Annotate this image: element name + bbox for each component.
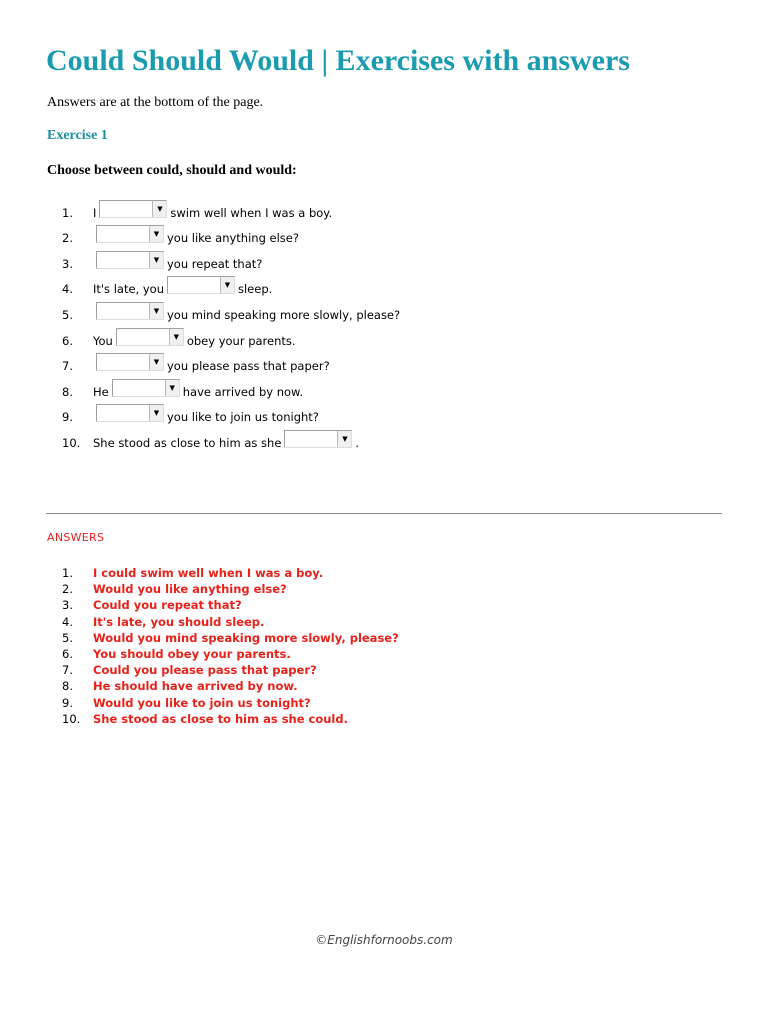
answer-item (62, 597, 399, 613)
answer-item (62, 646, 399, 662)
answer-number: 10. (62, 711, 81, 726)
question-text-after: sleep. (237, 282, 273, 297)
section-divider (46, 513, 722, 514)
answer-item (62, 630, 399, 646)
chevron-down-icon[interactable]: ▼ (152, 201, 166, 217)
answer-list (62, 565, 399, 727)
answer-number: 7. (62, 663, 73, 678)
question-text-after: you like anything else? (167, 231, 299, 246)
answer-item (62, 695, 399, 711)
dropdown-field[interactable] (97, 226, 149, 242)
answer-dropdown[interactable] (116, 328, 184, 346)
question-text-before: He (93, 384, 109, 399)
answer-text: Could you please pass that paper? (93, 663, 317, 678)
page-title: Could Should Would | Exercises with answers (46, 44, 630, 77)
answer-number: 6. (62, 646, 73, 661)
question-number: 1. (62, 205, 73, 220)
chevron-down-icon[interactable]: ▼ (169, 329, 183, 345)
dropdown-field[interactable] (168, 277, 220, 293)
question-text-after: obey your parents. (186, 333, 296, 348)
question-text-after: you like to join us tonight? (167, 410, 319, 425)
question-number: 2. (62, 231, 73, 246)
question-text-before: She stood as close to him as she (93, 435, 282, 450)
chevron-down-icon[interactable]: ▼ (149, 303, 163, 319)
question-item (62, 350, 400, 376)
question-number: 6. (62, 333, 73, 348)
dropdown-field[interactable] (97, 303, 149, 319)
answer-number: 5. (62, 630, 73, 645)
question-item (62, 298, 400, 324)
question-text-after: you mind speaking more slowly, please? (167, 307, 401, 322)
dropdown-field[interactable] (97, 405, 149, 421)
dropdown-field[interactable] (285, 431, 337, 447)
chevron-down-icon[interactable]: ▼ (220, 277, 234, 293)
question-text-before: You (93, 333, 113, 348)
question-text-before: I (93, 205, 97, 220)
question-number: 7. (62, 359, 73, 374)
chevron-down-icon[interactable]: ▼ (149, 252, 163, 268)
dropdown-field[interactable] (97, 354, 149, 370)
answer-dropdown[interactable] (99, 200, 167, 218)
question-item (62, 426, 400, 452)
answer-item (62, 662, 399, 678)
question-list (62, 196, 400, 452)
question-text-after: you repeat that? (167, 256, 263, 271)
question-item (62, 222, 400, 248)
answer-dropdown[interactable] (96, 251, 164, 269)
chevron-down-icon[interactable]: ▼ (165, 380, 179, 396)
chevron-down-icon[interactable]: ▼ (149, 405, 163, 421)
question-number: 5. (62, 307, 73, 322)
answer-number: 8. (62, 679, 73, 694)
question-item (62, 247, 400, 273)
answer-dropdown[interactable] (167, 276, 235, 294)
dropdown-field[interactable] (113, 380, 165, 396)
answer-text: Would you like to join us tonight? (93, 695, 311, 710)
answer-number: 4. (62, 614, 73, 629)
answer-item (62, 565, 399, 581)
answer-dropdown[interactable] (96, 353, 164, 371)
answer-text: It's late, you should sleep. (93, 614, 265, 629)
question-text-after: have arrived by now. (182, 384, 304, 399)
answer-text: Could you repeat that? (93, 598, 242, 613)
answer-item (62, 711, 399, 727)
question-number: 8. (62, 384, 73, 399)
answer-item (62, 614, 399, 630)
answer-text: I could swim well when I was a boy. (93, 566, 324, 580)
answer-dropdown[interactable] (112, 379, 180, 397)
chevron-down-icon[interactable]: ▼ (337, 431, 351, 447)
answer-text: She stood as close to him as she could. (93, 711, 348, 726)
answer-item (62, 678, 399, 694)
answer-text: Would you mind speaking more slowly, please? (93, 630, 399, 645)
answer-number: 3. (62, 598, 73, 613)
question-text-after: swim well when I was a boy. (170, 205, 333, 220)
answer-text: He should have arrived by now. (93, 679, 298, 694)
answer-dropdown[interactable] (96, 225, 164, 243)
answer-dropdown[interactable] (96, 404, 164, 422)
exercise-heading: Exercise 1 (47, 128, 108, 143)
chevron-down-icon[interactable]: ▼ (149, 354, 163, 370)
question-number: 9. (62, 410, 73, 425)
answer-text: Would you like anything else? (93, 582, 287, 597)
question-text-after: . (355, 435, 360, 450)
question-item (62, 273, 400, 299)
question-text-after: you please pass that paper? (167, 359, 330, 374)
answer-dropdown[interactable] (96, 302, 164, 320)
dropdown-field[interactable] (97, 252, 149, 268)
answers-note: Answers are at the bottom of the page. (47, 95, 264, 110)
answer-item (62, 581, 399, 597)
question-item (62, 324, 400, 350)
exercise-instruction: Choose between could, should and would: (47, 163, 297, 178)
answer-number: 9. (62, 695, 73, 710)
answers-heading: ANSWERS (47, 531, 105, 544)
dropdown-field[interactable] (117, 329, 169, 345)
question-text-before: It's late, you (93, 282, 164, 297)
question-number: 4. (62, 282, 73, 297)
question-item (62, 401, 400, 427)
answer-number: 2. (62, 582, 73, 597)
footer-copyright: ©Englishfornoobs.com (315, 933, 453, 947)
answer-dropdown[interactable] (284, 430, 352, 448)
question-number: 3. (62, 256, 73, 271)
answer-number: 1. (62, 566, 73, 580)
question-item (62, 196, 400, 222)
answer-text: You should obey your parents. (93, 646, 291, 661)
chevron-down-icon[interactable]: ▼ (149, 226, 163, 242)
dropdown-field[interactable] (100, 201, 152, 217)
question-item (62, 375, 400, 401)
question-number: 10. (62, 435, 81, 450)
